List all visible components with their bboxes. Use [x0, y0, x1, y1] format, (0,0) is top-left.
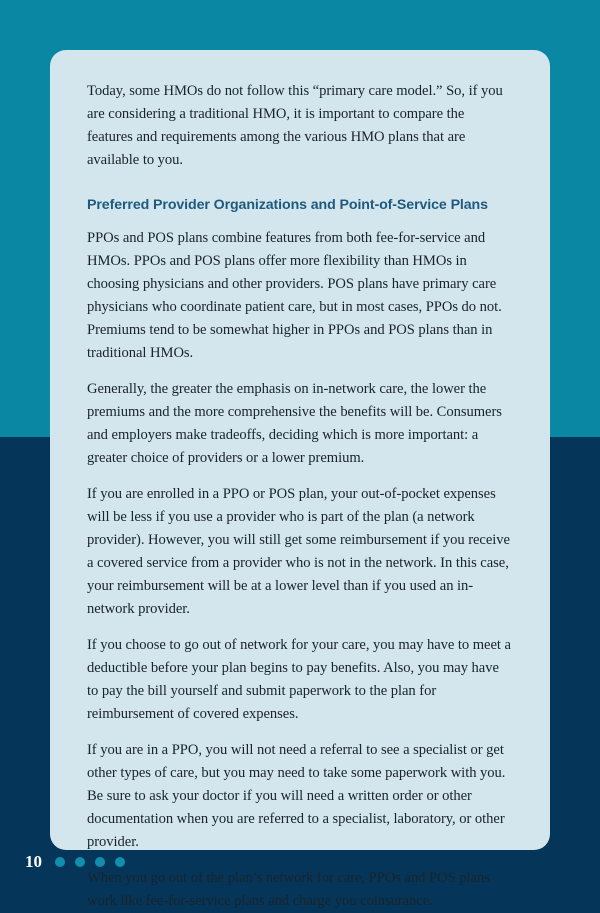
decorative-dot-icon: [95, 857, 105, 867]
body-paragraph: If you are in a PPO, you will not need a referral to see a specialist or get other types of care, but you may need to take some paperwork with you. Be sure to ask your doctor if you will need a written order or other documentation when you are referred to a specialist, laboratory, or other provider.: [87, 742, 506, 850]
section-heading: Preferred Provider Organizations and Point-of-Service Plans: [87, 197, 488, 213]
page-footer: [25, 850, 135, 874]
body-paragraph: If you are enrolled in a PPO or POS plan, your out-of-pocket expenses will be less if you use a provider who is part of the plan (a network provider). However, you will still get some reimbursement if you receive a covered service from a provider who is not in the network. In this case, your reimbursement will be at a lower level than if you used an in-network provider.: [87, 486, 510, 617]
decorative-dot-icon: [55, 857, 65, 867]
body-paragraph: When you go out of the plan’s network for care, PPOs and POS plans work like fee-for-service plans and charge you coinsurance.: [87, 870, 490, 909]
body-paragraph: PPOs and POS plans combine features from both fee-for-service and HMOs. PPOs and POS plans offer more flexibility than HMOs in choosing physicians and other providers. POS plans have primary care physicians who coordinate patient care, but in most cases, PPOs do not. Premiums tend to be somewhat higher in PPOs and POS plans than in traditional HMOs.: [87, 230, 502, 361]
content-card: [50, 50, 550, 909]
body-paragraph: Generally, the greater the emphasis on in-network care, the lower the premiums and the more comprehensive the benefits will be. Consumers and employers make tradeoffs, deciding which is more important: a greater choice of providers or a lower premium.: [87, 381, 502, 466]
body-paragraph: If you choose to go out of network for your care, you may have to meet a deductible before your plan begins to pay benefits. Also, you may have to pay the bill yourself and submit paperwork to the plan for reimbursement of covered expenses.: [87, 637, 511, 722]
page-number: 10: [25, 852, 42, 871]
decorative-dot-icon: [75, 857, 85, 867]
intro-paragraph: Today, some HMOs do not follow this “primary care model.” So, if you are considering a traditional HMO, it is important to compare the features and requirements among the various HMO plans that are available to you.: [87, 83, 503, 168]
decorative-dot-icon: [115, 857, 125, 867]
